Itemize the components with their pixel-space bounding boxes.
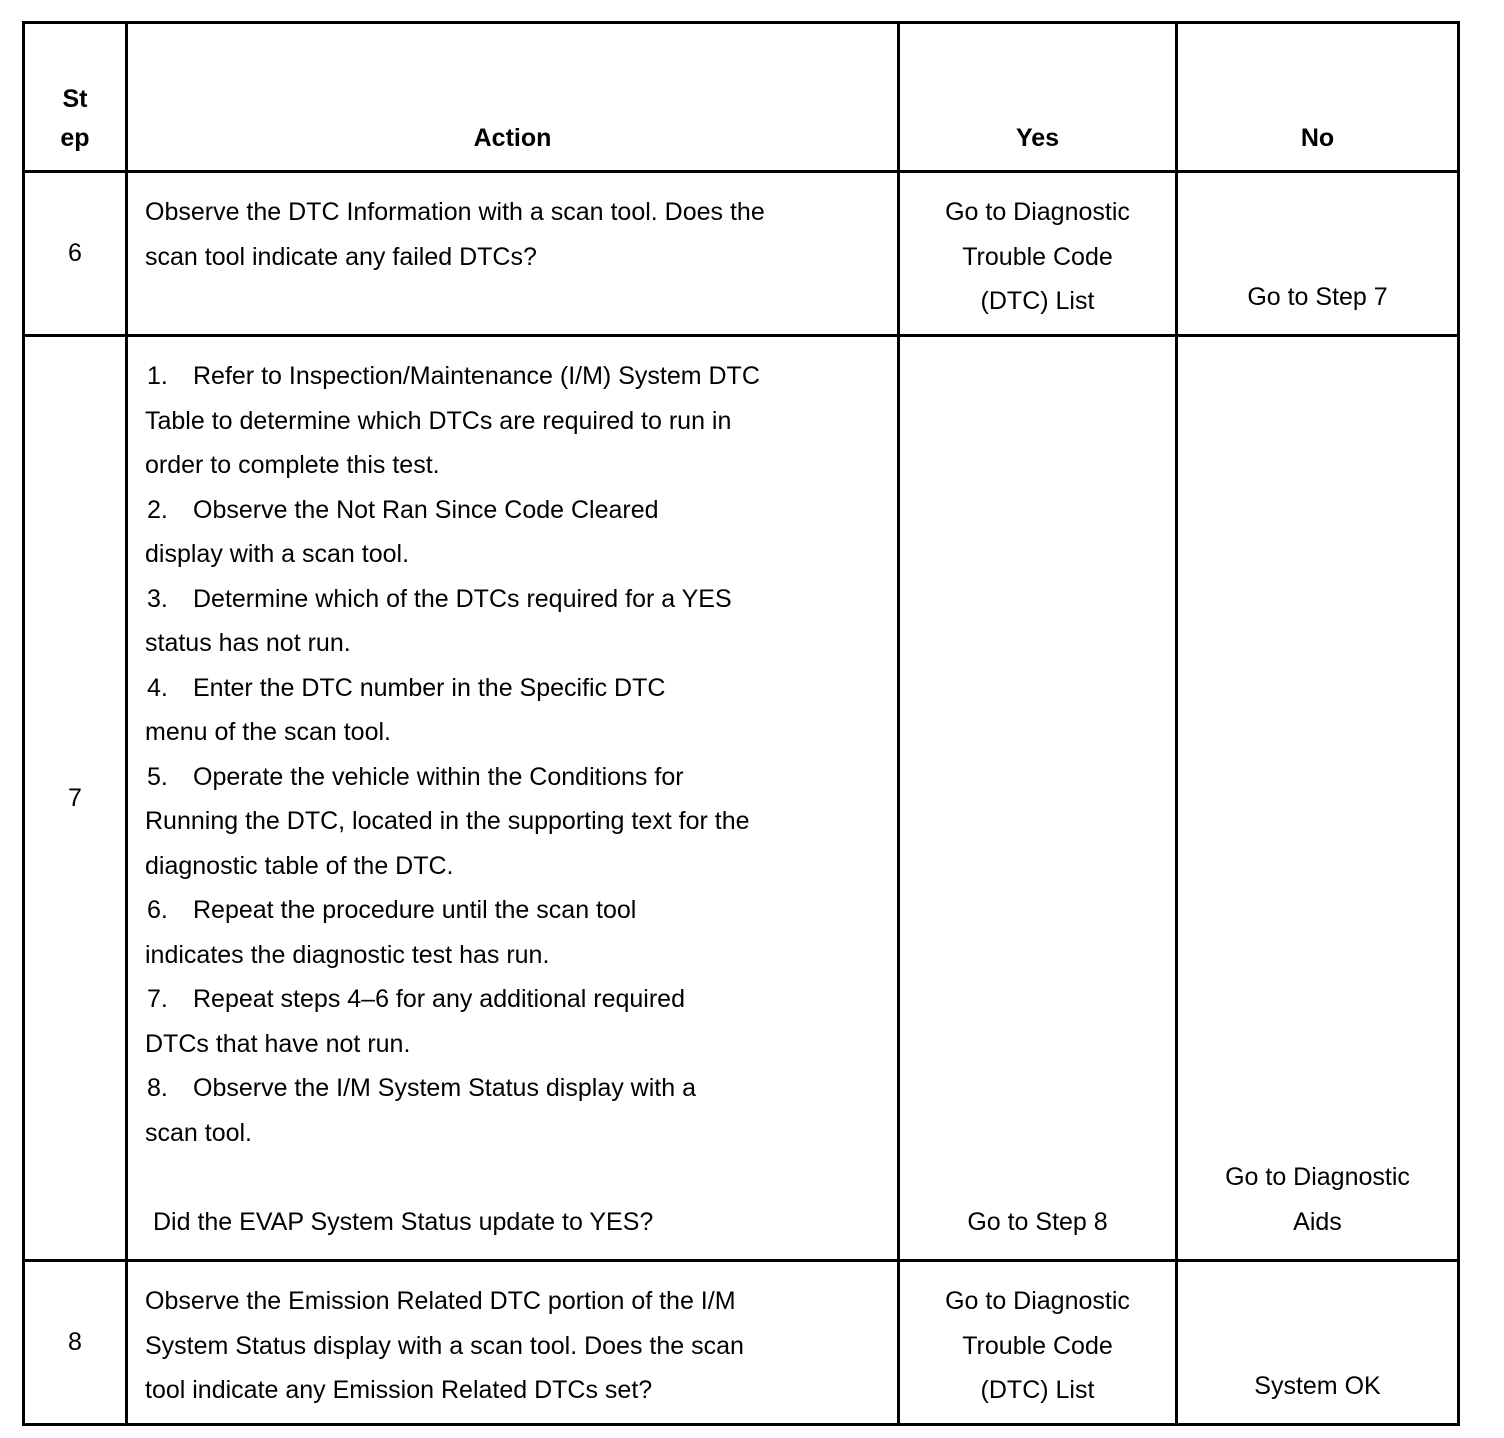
no-cell: Go to Step 7	[1177, 172, 1459, 336]
action-line: System Status display with a scan tool. Does the scan	[145, 1331, 744, 1360]
action-line: Observe the Emission Related DTC portion of the I/M	[145, 1287, 736, 1315]
step-question: Did the EVAP System Status update to YES?	[153, 1207, 654, 1236]
list-item: 7. Repeat steps 4–6 for any additional required	[147, 985, 685, 1013]
list-item-continuation: Running the DTC, located in the supporting text for the	[145, 807, 750, 835]
yes-cell: Go to Step 8	[899, 336, 1177, 1261]
yes-line: Go to Diagnostic	[945, 198, 1130, 226]
table-row	[24, 336, 1459, 1261]
action-line: Observe the DTC Information with a scan tool. Does the	[145, 198, 765, 226]
list-item-continuation: menu of the scan tool.	[145, 718, 391, 746]
no-line: Aids	[1293, 1207, 1342, 1236]
yes-cell	[899, 172, 1177, 336]
yes-line: Trouble Code	[962, 242, 1113, 271]
table-row	[24, 172, 1459, 336]
yes-line: (DTC) List	[980, 1376, 1095, 1404]
diagnostic-table	[22, 21, 1460, 1426]
no-cell	[1177, 336, 1459, 1261]
list-item: 3. Determine which of the DTCs required for a YES	[147, 584, 732, 613]
list-item-continuation: DTCs that have not run.	[145, 1029, 411, 1058]
yes-cell	[899, 1261, 1177, 1425]
no-line: Go to Diagnostic	[1225, 1163, 1410, 1191]
header-action: Action	[127, 23, 899, 172]
table-row	[24, 1261, 1459, 1425]
list-item-continuation: Table to determine which DTCs are required to run in	[145, 406, 732, 435]
list-item-continuation: order to complete this test.	[145, 451, 440, 479]
list-item-continuation: scan tool.	[145, 1118, 253, 1147]
no-cell: System OK	[1177, 1261, 1459, 1425]
header-yes: Yes	[899, 23, 1177, 172]
list-item: 4. Enter the DTC number in the Specific DTC	[147, 673, 666, 702]
header-row	[24, 23, 1459, 172]
action-cell	[127, 1261, 899, 1425]
header-no: No	[1177, 23, 1459, 172]
list-item-continuation: diagnostic table of the DTC.	[145, 851, 454, 880]
action-line: tool indicate any Emission Related DTCs set?	[145, 1376, 653, 1404]
list-item: 2. Observe the Not Ran Since Code Cleared	[147, 495, 659, 524]
action-line: scan tool indicate any failed DTCs?	[145, 242, 537, 271]
yes-line: Trouble Code	[962, 1331, 1113, 1360]
step-number: 8	[24, 1261, 127, 1425]
step-number: 7	[24, 336, 127, 1261]
yes-line: (DTC) List	[980, 287, 1095, 315]
header-step-line2: ep	[60, 124, 90, 152]
list-item: 1. Refer to Inspection/Maintenance (I/M) System DTC	[147, 362, 760, 390]
step-number: 6	[24, 172, 127, 336]
yes-line: Go to Diagnostic	[945, 1287, 1130, 1315]
list-item: 8. Observe the I/M System Status display with a	[147, 1074, 696, 1102]
list-item-continuation: display with a scan tool.	[145, 540, 410, 568]
list-item: 6. Repeat the procedure until the scan tool	[147, 896, 637, 924]
header-step-line1: St	[62, 85, 88, 113]
list-item: 5. Operate the vehicle within the Conditions for	[147, 762, 684, 791]
action-cell	[127, 336, 899, 1261]
list-item-continuation: status has not run.	[145, 629, 351, 657]
header-step	[24, 23, 127, 172]
list-item-continuation: indicates the diagnostic test has run.	[145, 940, 550, 969]
action-cell	[127, 172, 899, 336]
